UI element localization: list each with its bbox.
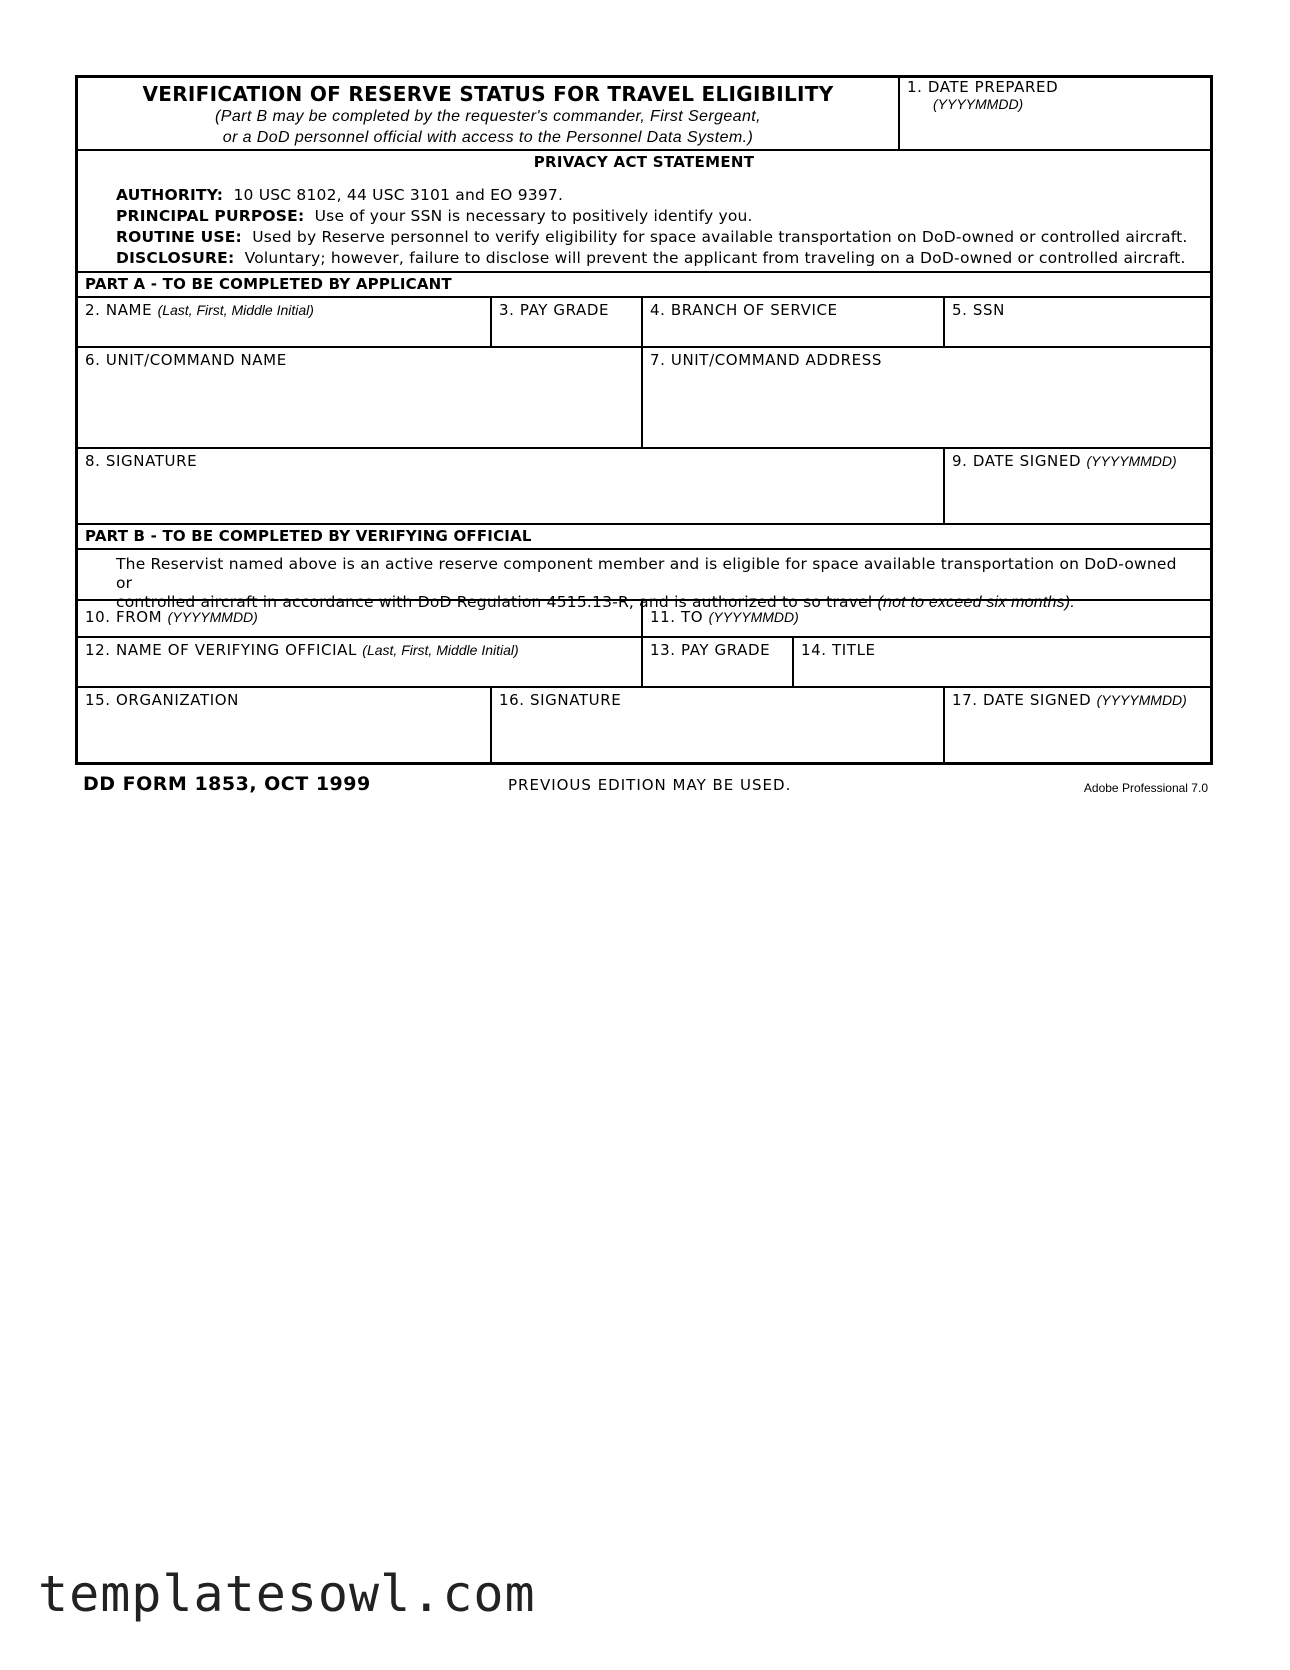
part-b-row-3 [78, 688, 1210, 762]
applicant-signature-field[interactable] [78, 449, 945, 523]
authority-text: 10 USC 8102, 44 USC 3101 and EO 9397. [233, 186, 564, 204]
unit-command-name-field[interactable] [78, 348, 643, 447]
to-date-field[interactable] [643, 601, 1210, 636]
unit-command-name-label: 6. UNIT/COMMAND NAME [85, 351, 287, 369]
routine-use-line [116, 227, 1210, 248]
form-title-block [78, 78, 900, 149]
part-a-header-row [78, 273, 1210, 298]
disclosure-line [116, 248, 1210, 269]
official-pay-grade-field[interactable] [643, 638, 794, 686]
organization-field[interactable] [78, 688, 492, 762]
certification-line1: The Reservist named above is an active reserve component member and is eligible for space available transportation on DoD-owned or [116, 555, 1177, 592]
routine-use-text: Used by Reserve personnel to verify eligibility for space available transportation on DoD-owned or controlled aircraft. [252, 228, 1188, 246]
certification-line2-text: controlled aircraft in accordance with DoD Regulation 4515.13-R, and is authorized to so travel [116, 593, 873, 611]
official-date-signed-field[interactable] [945, 688, 1210, 762]
official-date-signed-hint: (YYYYMMDD) [1096, 692, 1187, 708]
official-title-field[interactable] [794, 638, 1210, 686]
official-signature-field[interactable] [492, 688, 945, 762]
ssn-label: 5. SSN [952, 301, 1005, 319]
part-b-header: PART B - TO BE COMPLETED BY VERIFYING OFFICIAL [85, 527, 532, 545]
form-title: VERIFICATION OF RESERVE STATUS FOR TRAVEL ELIGIBILITY [142, 82, 834, 106]
authority-label: AUTHORITY: [116, 186, 224, 204]
applicant-signature-label: 8. SIGNATURE [85, 452, 198, 470]
date-prepared-format: (YYYYMMDD) [933, 96, 1024, 112]
form-footer [75, 773, 1213, 803]
part-a-row-1 [78, 298, 1210, 348]
name-hint: (Last, First, Middle Initial) [157, 302, 314, 318]
applicant-date-signed-label: 9. DATE SIGNED [952, 452, 1082, 470]
form-subtitle-line1: (Part B may be completed by the requester's commander, First Sergeant, [215, 108, 761, 125]
from-date-label: 10. FROM [85, 608, 163, 626]
official-pay-grade-label: 13. PAY GRADE [650, 641, 771, 659]
part-b-row-1 [78, 601, 1210, 638]
part-b-header-row [78, 525, 1210, 550]
official-date-signed-label: 17. DATE SIGNED [952, 691, 1092, 709]
form-id: DD FORM 1853, OCT 1999 [83, 773, 371, 795]
authority-line [116, 185, 1210, 206]
privacy-act-body [78, 171, 1210, 275]
software-note: Adobe Professional 7.0 [1083, 781, 1208, 795]
branch-of-service-label: 4. BRANCH OF SERVICE [650, 301, 838, 319]
unit-command-address-field[interactable] [643, 348, 1210, 447]
certification-line2-italic: (not to exceed six months). [877, 594, 1075, 611]
name-field[interactable] [78, 298, 492, 346]
official-signature-label: 16. SIGNATURE [499, 691, 622, 709]
purpose-text: Use of your SSN is necessary to positively identify you. [314, 207, 753, 225]
purpose-line [116, 206, 1210, 227]
part-a-row-2 [78, 348, 1210, 449]
name-label: 2. NAME [85, 301, 153, 319]
pay-grade-label: 3. PAY GRADE [499, 301, 610, 319]
from-date-hint: (YYYYMMDD) [167, 609, 258, 625]
edition-note: PREVIOUS EDITION MAY BE USED. [508, 776, 792, 794]
watermark-text: templatesowl.com [38, 1565, 536, 1623]
privacy-act-section [78, 153, 1210, 273]
verifying-official-name-field[interactable] [78, 638, 643, 686]
date-prepared-label: 1. DATE PREPARED [907, 78, 1059, 96]
branch-of-service-field[interactable] [643, 298, 945, 346]
applicant-date-signed-field[interactable] [945, 449, 1210, 523]
to-date-label: 11. TO [650, 608, 704, 626]
organization-label: 15. ORGANIZATION [85, 691, 239, 709]
ssn-field[interactable] [945, 298, 1210, 346]
dd-form-1853 [75, 75, 1213, 765]
to-date-hint: (YYYYMMDD) [708, 609, 799, 625]
purpose-label: PRINCIPAL PURPOSE: [116, 207, 305, 225]
disclosure-label: DISCLOSURE: [116, 249, 235, 267]
unit-command-address-label: 7. UNIT/COMMAND ADDRESS [650, 351, 882, 369]
form-subtitle-line2: or a DoD personnel official with access to the Personnel Data System.) [222, 129, 754, 146]
date-prepared-field[interactable] [900, 78, 1210, 149]
part-a-header: PART A - TO BE COMPLETED BY APPLICANT [85, 275, 452, 293]
part-b-row-2 [78, 638, 1210, 688]
verifying-official-name-hint: (Last, First, Middle Initial) [362, 642, 519, 658]
applicant-date-signed-hint: (YYYYMMDD) [1086, 453, 1177, 469]
verifying-official-name-label: 12. NAME OF VERIFYING OFFICIAL [85, 641, 357, 659]
official-title-label: 14. TITLE [801, 641, 876, 659]
from-date-field[interactable] [78, 601, 643, 636]
certification-row [78, 550, 1210, 611]
form-header-row [78, 78, 1210, 151]
disclosure-text: Voluntary; however, failure to disclose will prevent the applicant from traveling on a DoD-owned or controlled aircraft. [244, 249, 1186, 267]
routine-use-label: ROUTINE USE: [116, 228, 242, 246]
privacy-act-title: PRIVACY ACT STATEMENT [533, 153, 755, 171]
pay-grade-field[interactable] [492, 298, 643, 346]
part-a-row-3 [78, 449, 1210, 525]
